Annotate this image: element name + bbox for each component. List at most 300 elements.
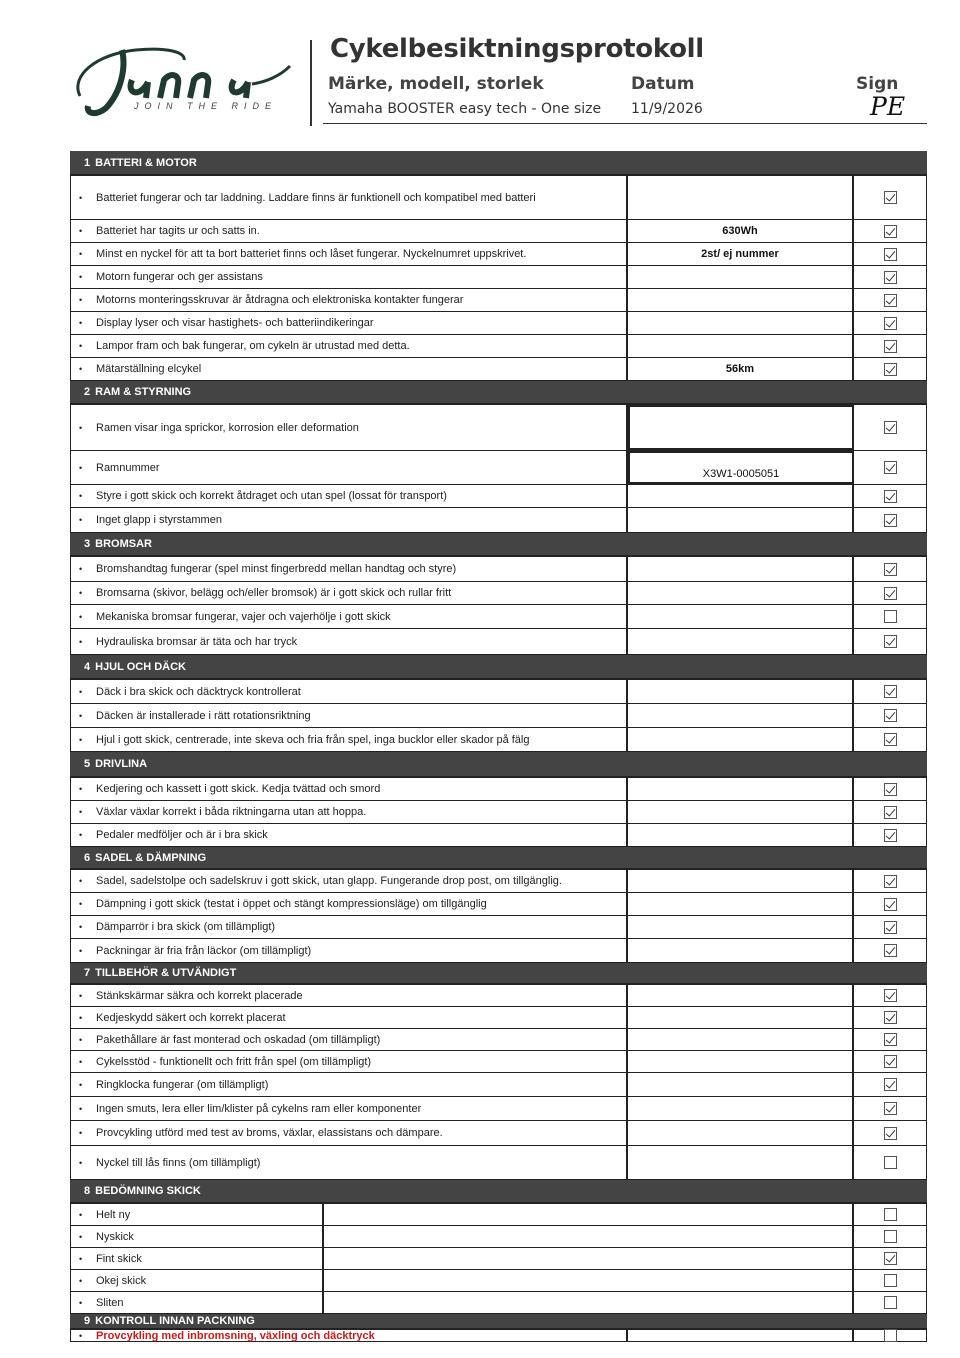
checklist-row	[70, 985, 927, 1007]
model-label: Märke, modell, storlek	[328, 74, 544, 94]
checkbox[interactable]	[884, 944, 897, 957]
checkbox[interactable]	[884, 1011, 897, 1024]
item-label: Dämpning i gott skick (testat i öppet och stängt kompressionsläge) om tillgänglig	[96, 898, 487, 910]
bullet-icon: •	[79, 611, 83, 622]
section-title: SADEL & DÄMPNING	[95, 851, 207, 864]
note-field[interactable]	[628, 176, 854, 219]
bullet-icon: •	[79, 422, 83, 433]
section-title: TILLBEHÖR & UTVÄNDIGT	[95, 967, 237, 979]
section-title: KONTROLL INNAN PACKNING	[95, 1315, 255, 1327]
checklist-row	[70, 508, 927, 533]
item-description-cell	[71, 728, 628, 751]
bullet-icon: •	[79, 807, 83, 817]
checkbox[interactable]	[884, 191, 897, 204]
note-field[interactable]	[628, 728, 854, 751]
checkbox[interactable]	[884, 340, 897, 353]
checkbox-cell	[854, 1146, 926, 1179]
bullet-icon: •	[79, 1157, 83, 1168]
bullet-icon: •	[79, 1056, 83, 1067]
item-description-cell	[71, 1146, 628, 1179]
note-field[interactable]	[628, 312, 854, 334]
item-label: Däck i bra skick och däcktryck kontrollerat	[96, 685, 301, 698]
checkbox[interactable]	[884, 421, 897, 434]
bullet-icon: •	[79, 686, 83, 697]
checklist-row	[70, 1051, 927, 1073]
section-title: HJUL OCH DÄCK	[95, 660, 186, 673]
item-label: Mätarställning elcykel	[96, 363, 202, 375]
bullet-icon: •	[79, 249, 83, 259]
note-field[interactable]	[628, 870, 854, 892]
checkbox-cell	[854, 266, 926, 288]
item-label: Kedjeskydd säkert och korrekt placerat	[96, 1011, 286, 1024]
checkbox[interactable]	[884, 685, 897, 698]
item-label: Inget glapp i styrstammen	[96, 514, 222, 526]
item-description-cell	[71, 220, 628, 242]
item-label: Display lyser och visar hastighets- och batteriindikeringar	[96, 317, 374, 329]
item-description-cell	[71, 1073, 628, 1096]
checklist-row	[70, 1146, 927, 1180]
bullet-icon: •	[79, 515, 83, 525]
bullet-icon: •	[79, 226, 83, 236]
checkbox[interactable]	[884, 610, 897, 623]
checklist-row	[70, 1121, 927, 1146]
checkbox[interactable]	[884, 1252, 897, 1265]
checklist-row	[70, 778, 927, 801]
checklist-row	[70, 870, 927, 893]
bullet-icon: •	[79, 710, 83, 721]
note-field[interactable]	[324, 1226, 854, 1247]
note-field[interactable]	[628, 1073, 854, 1096]
item-description-cell	[71, 335, 628, 357]
checkbox[interactable]	[884, 1156, 897, 1169]
item-label: Stänkskärmar säkra och korrekt placerade	[96, 989, 303, 1002]
item-description-cell	[71, 358, 628, 380]
item-label: Batteriet fungerar och tar laddning. Laddare finns är funktionell och kompatibel med batteri	[96, 191, 536, 204]
note-field[interactable]	[628, 557, 854, 581]
checkbox[interactable]	[884, 563, 897, 576]
inspection-form	[70, 151, 927, 1342]
checkbox-cell	[854, 1097, 926, 1120]
checklist-row	[70, 1270, 927, 1292]
date-value: 11/9/2026	[631, 101, 703, 117]
note-field[interactable]	[628, 335, 854, 357]
checklist-row	[70, 1292, 927, 1314]
checkbox-cell	[854, 220, 926, 242]
item-description-cell	[71, 680, 628, 703]
bullet-icon: •	[79, 1034, 83, 1045]
item-description-cell	[71, 629, 628, 654]
note-field[interactable]	[628, 1097, 854, 1120]
checkbox[interactable]	[884, 829, 897, 842]
item-label: Pedaler medföljer och är i bra skick	[96, 829, 268, 841]
item-label: Mekaniska bromsar fungerar, vajer och vajerhölje i gott skick	[96, 610, 391, 623]
item-label: Ringklocka fungerar (om tillämpligt)	[96, 1078, 269, 1091]
item-label: Fint skick	[96, 1252, 142, 1265]
checkbox[interactable]	[884, 875, 897, 888]
checklist-row	[70, 557, 927, 582]
checklist-row	[70, 243, 927, 266]
item-label: Okej skick	[96, 1274, 147, 1287]
checklist-row	[70, 824, 927, 847]
checkbox[interactable]	[884, 898, 897, 911]
checkbox-cell	[854, 289, 926, 311]
checkbox[interactable]	[884, 783, 897, 796]
checklist-row	[70, 176, 927, 220]
checkbox[interactable]	[884, 1208, 897, 1221]
checkbox-cell	[854, 728, 926, 751]
checkbox-cell	[854, 405, 926, 450]
item-label: Provcykling utförd med test av broms, växlar, elassistans och dämpare.	[96, 1127, 443, 1139]
checklist-row	[70, 335, 927, 358]
item-description-cell	[71, 778, 628, 800]
checkbox-cell	[854, 939, 926, 962]
checkbox[interactable]	[884, 1230, 897, 1243]
item-label: Packningar är fria från läckor (om tillämpligt)	[96, 944, 312, 957]
item-description-cell	[71, 916, 628, 938]
section-header	[70, 381, 927, 405]
item-description-cell	[71, 605, 628, 628]
bullet-icon: •	[79, 830, 83, 840]
checklist-row	[70, 1007, 927, 1029]
checkbox-cell	[854, 557, 926, 581]
section-title: BATTERI & MOTOR	[95, 156, 197, 169]
checklist-row	[70, 582, 927, 605]
item-label: Pakethållare är fast monterad och oskadad (om tillämpligt)	[96, 1033, 381, 1046]
note-field[interactable]	[628, 1051, 854, 1072]
item-description-cell	[71, 801, 628, 823]
checklist-row	[70, 893, 927, 916]
checkbox-cell	[854, 358, 926, 380]
page-title: Cykelbesiktningsprotokoll	[330, 34, 704, 64]
item-description-cell	[71, 243, 628, 265]
bullet-icon: •	[79, 1330, 83, 1341]
section-number: 5	[84, 758, 91, 770]
checkbox-cell	[854, 485, 926, 507]
item-label: Dämparrör i bra skick (om tillämpligt)	[96, 921, 276, 933]
checkbox-cell	[854, 1270, 926, 1291]
item-label: Nyskick	[96, 1230, 134, 1243]
checkbox-cell	[854, 778, 926, 800]
bullet-icon: •	[79, 922, 83, 932]
checklist-row	[70, 1097, 927, 1121]
note-field[interactable]	[628, 629, 854, 654]
checkbox-cell	[854, 629, 926, 654]
checklist-row	[70, 916, 927, 939]
model-value: Yamaha BOOSTER easy tech - One size	[328, 101, 602, 117]
note-field[interactable]	[628, 485, 854, 507]
checkbox[interactable]	[884, 1274, 897, 1287]
checkbox[interactable]	[884, 514, 897, 527]
bullet-icon: •	[79, 192, 83, 203]
note-field[interactable]	[628, 824, 854, 846]
section-header	[70, 151, 927, 176]
item-description-cell	[71, 939, 628, 962]
note-field[interactable]	[628, 985, 854, 1006]
note-field[interactable]	[628, 405, 854, 450]
checkbox[interactable]	[884, 271, 897, 284]
checkbox[interactable]	[884, 806, 897, 819]
bullet-icon: •	[79, 1275, 83, 1286]
bullet-icon: •	[79, 1209, 83, 1220]
note-field[interactable]	[628, 778, 854, 800]
checklist-row	[70, 801, 927, 824]
item-description-cell	[71, 1097, 628, 1120]
checkbox-cell	[854, 1029, 926, 1050]
section-header	[70, 963, 927, 985]
item-label: Cykelsstöd - funktionellt och fritt från spel (om tillämpligt)	[96, 1055, 372, 1068]
checkbox-cell	[854, 1226, 926, 1247]
item-description-cell	[71, 557, 628, 581]
checklist-row	[70, 358, 927, 381]
bullet-icon: •	[79, 945, 83, 956]
note-field[interactable]	[628, 704, 854, 727]
note-field[interactable]: X3W1-0005051	[628, 451, 854, 484]
item-description-cell	[71, 289, 628, 311]
checklist-row	[70, 1204, 927, 1226]
checkbox[interactable]	[884, 1329, 897, 1342]
checklist-row	[70, 1330, 927, 1342]
item-description-cell	[71, 893, 628, 915]
note-field[interactable]: 56km	[628, 358, 854, 380]
checklist-row	[70, 1226, 927, 1248]
checkbox[interactable]	[884, 1296, 897, 1309]
checkbox[interactable]	[884, 587, 897, 600]
checklist-row	[70, 1248, 927, 1270]
date-label: Datum	[631, 74, 695, 94]
item-description-cell	[71, 870, 628, 892]
checkbox[interactable]	[884, 921, 897, 934]
item-description-cell	[71, 1270, 324, 1291]
checkbox[interactable]	[884, 363, 897, 376]
document-header	[0, 0, 960, 140]
item-label: Nyckel till lås finns (om tillämpligt)	[96, 1156, 261, 1169]
item-label: Ingen smuts, lera eller lim/klister på cykelns ram eller komponenter	[96, 1102, 422, 1115]
header-divider	[310, 40, 312, 126]
item-label: Bromshandtag fungerar (spel minst fingerbredd mellan handtag och styre)	[96, 563, 457, 575]
checklist-row	[70, 680, 927, 704]
section-number: 3	[84, 538, 91, 550]
checkbox[interactable]	[884, 733, 897, 746]
item-description-cell	[71, 1007, 628, 1028]
item-label: Kedjering och kassett i gott skick. Kedja tvättad och smord	[96, 783, 381, 795]
checkbox-cell	[854, 824, 926, 846]
header-underline	[323, 123, 927, 124]
checklist-row	[70, 485, 927, 508]
checkbox-cell	[854, 704, 926, 727]
checklist-row	[70, 289, 927, 312]
item-description-cell	[71, 485, 628, 507]
item-description-cell	[71, 508, 628, 532]
item-description-cell	[71, 176, 628, 219]
note-field[interactable]	[628, 939, 854, 962]
bullet-icon: •	[79, 636, 83, 647]
checkbox[interactable]	[884, 1127, 897, 1140]
item-description-cell	[71, 1330, 628, 1341]
checkbox-cell	[854, 508, 926, 532]
section-number: 6	[84, 851, 91, 864]
section-number: 1	[84, 156, 91, 169]
checklist-row	[70, 728, 927, 752]
checklist-row	[70, 405, 927, 451]
checklist-row	[70, 451, 927, 485]
section-number: 9	[84, 1315, 91, 1327]
checkbox[interactable]	[884, 709, 897, 722]
item-label: Minst en nyckel för att ta bort batteriet finns och låset fungerar. Nyckelnumret uppskrivet.	[96, 248, 527, 260]
note-field[interactable]	[628, 289, 854, 311]
note-field[interactable]	[324, 1248, 854, 1269]
item-label: Sadel, sadelstolpe och sadelskruv i gott skick, utan glapp. Fungerande drop post, om tillgänglig.	[96, 875, 562, 887]
checkbox[interactable]	[884, 1033, 897, 1046]
note-field[interactable]	[628, 1330, 854, 1341]
bullet-icon: •	[79, 364, 83, 374]
item-label: Provcykling med inbromsning, växling och däcktryck	[96, 1329, 375, 1342]
note-field[interactable]	[628, 801, 854, 823]
bullet-icon: •	[79, 1103, 83, 1114]
item-label: Däcken är installerade i rätt rotationsriktning	[96, 709, 311, 722]
item-description-cell	[71, 1292, 324, 1313]
bullet-icon: •	[79, 318, 83, 328]
item-label: Batteriet har tagits ur och satts in.	[96, 225, 260, 237]
checkbox[interactable]	[884, 248, 897, 261]
checkbox[interactable]	[884, 635, 897, 648]
note-field[interactable]	[628, 916, 854, 938]
checkbox-cell	[854, 176, 926, 219]
section-header	[70, 655, 927, 680]
checkbox[interactable]	[884, 1055, 897, 1068]
item-description-cell	[71, 266, 628, 288]
bullet-icon: •	[79, 341, 83, 351]
checkbox[interactable]	[884, 1102, 897, 1115]
bullet-icon: •	[79, 462, 83, 473]
checkbox-cell	[854, 1292, 926, 1313]
item-label: Ramnummer	[96, 461, 160, 474]
checkbox[interactable]	[884, 490, 897, 503]
logo-tagline: JOIN THE RIDE	[134, 101, 278, 111]
checkbox-cell	[854, 916, 926, 938]
note-field[interactable]	[628, 605, 854, 628]
checkbox-cell	[854, 1121, 926, 1145]
checklist-row	[70, 629, 927, 655]
checkbox-cell	[854, 582, 926, 604]
item-description-cell	[71, 1248, 324, 1269]
note-field[interactable]	[324, 1204, 854, 1225]
checklist-row	[70, 939, 927, 963]
checkbox[interactable]	[884, 989, 897, 1002]
checklist-row	[70, 220, 927, 243]
item-description-cell	[71, 405, 628, 450]
note-field[interactable]	[628, 582, 854, 604]
section-title: RAM & STYRNING	[95, 386, 192, 398]
checkbox-cell	[854, 870, 926, 892]
bullet-icon: •	[79, 588, 83, 598]
section-header	[70, 1314, 927, 1330]
note-field[interactable]: 2st/ ej nummer	[628, 243, 854, 265]
bullet-icon: •	[79, 734, 83, 745]
checkbox[interactable]	[884, 1078, 897, 1091]
checkbox[interactable]	[884, 225, 897, 238]
bullet-icon: •	[79, 899, 83, 909]
checkbox-cell	[854, 680, 926, 703]
item-label: Växlar växlar korrekt i båda riktningarna utan att hoppa.	[96, 806, 367, 818]
note-field[interactable]	[628, 1121, 854, 1145]
note-field[interactable]	[628, 508, 854, 532]
item-label: Ramen visar inga sprickor, korrosion eller deformation	[96, 421, 359, 434]
note-field[interactable]	[628, 1146, 854, 1179]
bullet-icon: •	[79, 1079, 83, 1090]
section-number: 4	[84, 660, 91, 673]
section-header	[70, 752, 927, 778]
sign-value: PE	[870, 92, 906, 121]
item-description-cell	[71, 1226, 324, 1247]
checkbox-cell	[854, 985, 926, 1006]
checklist-row	[70, 266, 927, 289]
item-description-cell	[71, 1029, 628, 1050]
item-label: Helt ny	[96, 1208, 131, 1221]
item-description-cell	[71, 824, 628, 846]
checklist-row	[70, 1029, 927, 1051]
bullet-icon: •	[79, 1253, 83, 1264]
note-field[interactable]	[628, 1007, 854, 1028]
bullet-icon: •	[79, 876, 83, 886]
checkbox[interactable]	[884, 294, 897, 307]
item-description-cell	[71, 1204, 324, 1225]
checkbox[interactable]	[884, 461, 897, 474]
item-label: Hjul i gott skick, centrerade, inte skeva och fria från spel, inga bucklor eller skador på fälg	[96, 733, 530, 746]
item-description-cell	[71, 312, 628, 334]
note-field[interactable]	[324, 1292, 854, 1313]
checkbox[interactable]	[884, 317, 897, 330]
bullet-icon: •	[79, 272, 83, 282]
note-field[interactable]	[628, 893, 854, 915]
note-field[interactable]	[628, 1029, 854, 1050]
checkbox-cell	[854, 1073, 926, 1096]
note-field[interactable]	[628, 266, 854, 288]
bullet-icon: •	[79, 564, 83, 574]
note-field[interactable]: 630Wh	[628, 220, 854, 242]
checkbox-cell	[854, 1051, 926, 1072]
bullet-icon: •	[79, 295, 83, 305]
checkbox-cell	[854, 801, 926, 823]
checkbox-cell	[854, 1330, 926, 1341]
item-label: Motorns monteringsskruvar är åtdragna och elektroniska kontakter fungerar	[96, 294, 464, 306]
item-description-cell	[71, 1121, 628, 1145]
item-label: Lampor fram och bak fungerar, om cykeln är utrustad med detta.	[96, 340, 410, 352]
checkbox-cell	[854, 312, 926, 334]
checkbox-cell	[854, 243, 926, 265]
checklist-row	[70, 704, 927, 728]
note-field[interactable]	[628, 680, 854, 703]
sign-label: Sign	[856, 74, 899, 94]
bullet-icon: •	[79, 1012, 83, 1023]
bullet-icon: •	[79, 491, 83, 501]
item-description-cell	[71, 985, 628, 1006]
checklist-row	[70, 605, 927, 629]
checklist-row	[70, 312, 927, 335]
checklist-row	[70, 1073, 927, 1097]
section-title: BROMSAR	[95, 538, 152, 550]
bullet-icon: •	[79, 1231, 83, 1242]
section-number: 7	[84, 967, 91, 979]
item-label: Styre i gott skick och korrekt åtdraget och utan spel (lossat för transport)	[96, 490, 447, 502]
checkbox-cell	[854, 1204, 926, 1225]
section-number: 2	[84, 386, 91, 398]
item-description-cell	[71, 582, 628, 604]
item-label: Motorn fungerar och ger assistans	[96, 271, 263, 283]
item-label: Bromsarna (skivor, belägg och/eller bromsok) är i gott skick och rullar fritt	[96, 587, 452, 599]
section-header	[70, 847, 927, 870]
checkbox-cell	[854, 451, 926, 484]
note-field[interactable]	[324, 1270, 854, 1291]
